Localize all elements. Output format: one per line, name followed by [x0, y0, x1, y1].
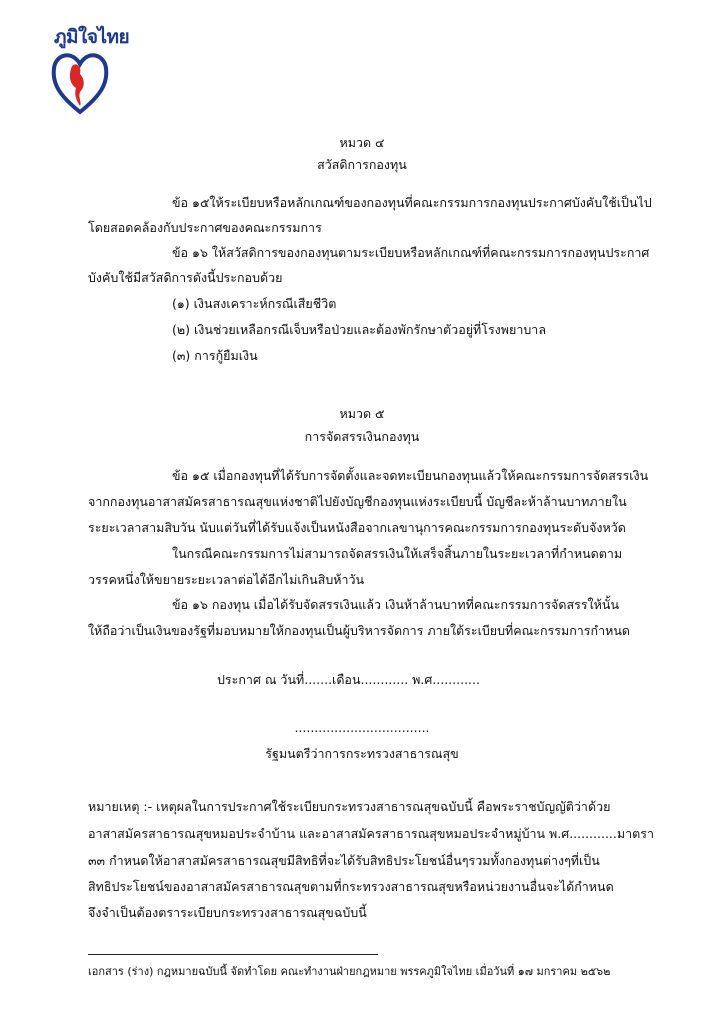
ch4-paragraph-line: ข้อ ๑๖ ให้สวัสดิการของกองทุนตามระเบียบหรือหลักเกณฑ์ที่คณะกรรมการกองทุนประกาศ [172, 245, 650, 260]
note-line: จึงจำเป็นต้องตราระเบียบกระทรวงสาธารณสุขฉบับนี้ [88, 905, 367, 920]
chapter4-title: สวัสดิการกองทุน [317, 157, 407, 172]
ch4-list-item: (๓) การกู้ยืมเงิน [172, 348, 258, 363]
ch5-paragraph-line: วรรคหนึ่งให้ขยายระยะเวลาต่อได้อีกไม่เกินสิบห้าวัน [88, 572, 365, 587]
ch5-paragraph-line: ข้อ ๑๖ กองทุน เมื่อได้รับจัดสรรเงินแล้ว เงินห้าล้านบาทที่คณะกรรมการจัดสรรให้นั้น [172, 597, 619, 612]
ch4-paragraph-line: โดยสอดคล้องกับประกาศของคณะกรรมการ [88, 220, 322, 235]
chapter4-heading: หมวด ๔ [339, 135, 385, 150]
note-line: หมายเหตุ :- เหตุผลในการประกาศใช้ระเบียบกระทรวงสาธารณสุขฉบับนี้ คือพระราชบัญญัติว่าด้วย [88, 799, 611, 814]
ch5-paragraph-line: ระยะเวลาสามสิบวัน นับแต่วันที่ได้รับแจ้งเป็นหนังสือจากเลขานุการคณะกรรมการกองทุนระดับจังหวัด [88, 520, 626, 535]
signature-line: .................................. [294, 720, 430, 735]
ch5-paragraph-line: จากกองทุนอาสาสมัครสาธารณสุขแห่งชาติไปยังบัญชีกองทุนแห่งระเบียบนี้ บัญชีละห้าล้านบาทภายใน [88, 494, 627, 509]
heart-map-icon [50, 48, 110, 116]
ch5-paragraph-line: ในกรณีคณะกรรมการไม่สามารถจัดสรรเงินให้เสร็จสิ้นภายในระยะเวลาที่กำหนดตาม [172, 546, 623, 561]
chapter5-title: การจัดสรรเงินกองทุน [304, 429, 420, 444]
ch4-paragraph-line: ข้อ ๑๕ให้ระเบียบหรือหลักเกณฑ์ของกองทุนที่คณะกรรมการกองทุนประกาศบังคับใช้เป็นไป [172, 195, 652, 210]
note-line: ๓๓ กำหนดให้อาสาสมัครสาธารณสุขมีสิทธิที่จะได้รับสิทธิประโยชน์อื่นๆรวมทั้งกองทุนต่างๆที่เป็น [88, 853, 600, 868]
ch4-list-item: (๒) เงินช่วยเหลือกรณีเจ็บหรือป่วยและต้องพักรักษาตัวอยู่ที่โรงพยาบาล [172, 322, 546, 337]
note-line: อาสาสมัครสาธารณสุขหมอประจำบ้าน และอาสาสมัครสาธารณสุขหมอประจำหมู่บ้าน พ.ศ............มาตรา [88, 826, 654, 841]
chapter5-heading: หมวด ๕ [339, 406, 385, 421]
footnote-divider [88, 954, 378, 955]
announcement-date-line: ประกาศ ณ วันที่.......เดือน............ พ.ศ............ [217, 672, 480, 687]
party-logo [48, 18, 128, 118]
note-line: สิทธิประโยชน์ของอาสาสมัครสาธารณสุขตามที่กระทรวงสาธารณสุขหรือหน่วยงานอื่นจะได้กำหนด [88, 879, 614, 894]
ch4-list-item: (๑) เงินสงเคราะห์กรณีเสียชีวิต [172, 296, 337, 311]
ch4-paragraph-line: บังคับใช้มีสวัสดิการดังนี้ประกอบด้วย [88, 270, 283, 285]
footnote: เอกสาร (ร่าง) กฎหมายฉบับนี้ จัดทำโดย คณะทำงานฝ่ายกฎหมาย พรรคภูมิใจไทย เมื่อวันที่ ๑๗ มกราคม ๒๕๖๒ [88, 965, 611, 978]
ch5-paragraph-line: ข้อ ๑๕ เมื่อกองทุนที่ได้รับการจัดตั้งและจดทะเบียนกองทุนแล้วให้คณะกรรมการจัดสรรเงิน [172, 468, 649, 483]
signatory-title: รัฐมนตรีว่าการกระทรวงสาธารณสุข [265, 746, 459, 761]
logo-text: ภูมิใจไทย [54, 26, 130, 48]
ch5-paragraph-line: ให้ถือว่าเป็นเงินของรัฐที่มอบหมายให้กองทุนเป็นผู้บริหารจัดการ ภายใต้ระเบียบที่คณะกรรมการกำหนด [88, 623, 630, 638]
